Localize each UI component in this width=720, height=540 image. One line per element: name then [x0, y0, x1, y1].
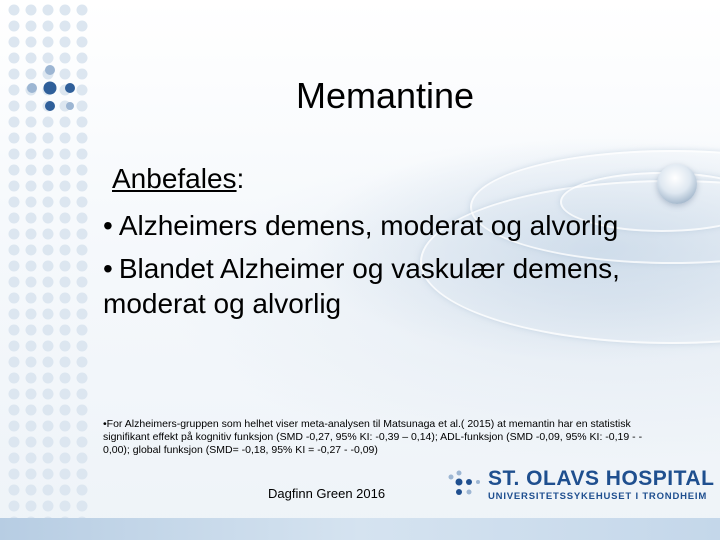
grid-dot [26, 277, 37, 288]
grid-dot [9, 165, 20, 176]
grid-dot [9, 437, 20, 448]
grid-dot [43, 437, 54, 448]
grid-dot [26, 149, 37, 160]
grid-dot [26, 197, 37, 208]
list-item-text: Alzheimers demens, moderat og alvorlig [118, 210, 619, 241]
grid-dot [43, 341, 54, 352]
grid-dot [60, 181, 71, 192]
grid-dot [26, 213, 37, 224]
list-item [103, 208, 623, 243]
grid-dot [9, 149, 20, 160]
grid-dot [26, 181, 37, 192]
grid-dot [60, 309, 71, 320]
grid-dot [26, 501, 37, 512]
grid-dot [77, 421, 88, 432]
grid-dot [77, 229, 88, 240]
grid-dot [77, 485, 88, 496]
grid-dot [77, 165, 88, 176]
evidence-footnote: •For Alzheimers-gruppen som helhet viser meta-analysen til Matsunaga et al.( 2015) at memantin har en statistisk signifikant effekt på kognitiv funksjon (SMD -0,27, 95% KI: -0,39 – 0,14); ADL-funksjon (SMD -0,09, 95% KI: -0,19 - - 0,00); global funksjon (SMD= -0,18, 95% KI = -0,27 - -0,09) [103, 418, 643, 456]
grid-dot [26, 341, 37, 352]
grid-dot [60, 277, 71, 288]
grid-dot [43, 469, 54, 480]
grid-dot [26, 245, 37, 256]
grid-dot [43, 389, 54, 400]
grid-dot [26, 421, 37, 432]
grid-dot [77, 437, 88, 448]
grid-dot [60, 501, 71, 512]
grid-dot [43, 197, 54, 208]
grid-dot [60, 213, 71, 224]
grid-dot [9, 293, 20, 304]
grid-dot [60, 469, 71, 480]
grid-dot [43, 213, 54, 224]
grid-dot [26, 485, 37, 496]
grid-dot [60, 197, 71, 208]
grid-dot [9, 405, 20, 416]
grid-dot [77, 501, 88, 512]
list-item [103, 251, 623, 321]
bullet-marker: • [103, 253, 113, 284]
grid-dot [43, 405, 54, 416]
grid-dot [60, 405, 71, 416]
hospital-name: ST. OLAVS HOSPITAL [488, 467, 715, 490]
grid-dot [60, 357, 71, 368]
hospital-subtitle: UNIVERSITETSSYKEHUSET I TRONDHEIM [488, 491, 708, 502]
grid-dot [60, 325, 71, 336]
grid-dot [77, 325, 88, 336]
grid-dot [26, 229, 37, 240]
grid-dot [26, 165, 37, 176]
grid-dot [26, 405, 37, 416]
grid-dot [77, 261, 88, 272]
grid-dot [60, 485, 71, 496]
grid-dot [9, 453, 20, 464]
grid-dot [77, 197, 88, 208]
grid-dot [9, 421, 20, 432]
grid-dot [9, 277, 20, 288]
grid-dot [9, 469, 20, 480]
grid-dot [60, 373, 71, 384]
grid-dot [43, 165, 54, 176]
recommendation-label: Anbefales [112, 163, 237, 194]
accent-dots-icon [0, 0, 100, 140]
grid-dot [26, 389, 37, 400]
grid-dot [43, 181, 54, 192]
grid-dot [60, 245, 71, 256]
grid-dot [9, 197, 20, 208]
grid-dot [43, 421, 54, 432]
grid-dot [77, 277, 88, 288]
grid-dot [77, 245, 88, 256]
grid-dot [43, 453, 54, 464]
grid-dot [9, 373, 20, 384]
grid-dot [60, 437, 71, 448]
grid-dot [9, 341, 20, 352]
grid-dot [9, 309, 20, 320]
water-drop-icon [657, 164, 697, 204]
grid-dot [9, 229, 20, 240]
bottom-band [0, 518, 720, 540]
dot-cluster-logo-icon [445, 468, 485, 502]
grid-dot [60, 453, 71, 464]
grid-dot [60, 389, 71, 400]
grid-dot [9, 389, 20, 400]
grid-dot [9, 325, 20, 336]
grid-dot [43, 501, 54, 512]
grid-dot [43, 229, 54, 240]
grid-dot [77, 469, 88, 480]
recommendation-colon: : [236, 163, 245, 194]
grid-dot [77, 309, 88, 320]
hospital-logo [445, 466, 715, 506]
recommendation-heading [112, 163, 244, 195]
grid-dot [9, 245, 20, 256]
grid-dot [9, 501, 20, 512]
grid-dot [60, 229, 71, 240]
grid-dot [26, 373, 37, 384]
grid-dot [77, 405, 88, 416]
grid-dot [60, 341, 71, 352]
grid-dot [77, 373, 88, 384]
grid-dot [9, 485, 20, 496]
grid-dot [77, 453, 88, 464]
grid-dot [43, 293, 54, 304]
grid-dot [60, 261, 71, 272]
slide-title: Memantine [295, 75, 475, 116]
grid-dot [60, 149, 71, 160]
grid-dot [9, 261, 20, 272]
grid-dot [26, 293, 37, 304]
bullet-marker: • [103, 210, 113, 241]
grid-dot [26, 261, 37, 272]
grid-dot [9, 181, 20, 192]
grid-dot [26, 357, 37, 368]
grid-dot [43, 149, 54, 160]
grid-dot [77, 357, 88, 368]
grid-dot [43, 325, 54, 336]
grid-dot [43, 357, 54, 368]
grid-dot [43, 485, 54, 496]
indication-list [103, 208, 623, 329]
grid-dot [26, 453, 37, 464]
grid-dot [9, 357, 20, 368]
grid-dot [9, 213, 20, 224]
grid-dot [60, 421, 71, 432]
author-credit: Dagfinn Green 2016 [268, 486, 386, 501]
grid-dot [77, 389, 88, 400]
grid-dot [77, 149, 88, 160]
grid-dot [60, 165, 71, 176]
grid-dot [43, 277, 54, 288]
grid-dot [77, 293, 88, 304]
grid-dot [26, 325, 37, 336]
grid-dot [26, 309, 37, 320]
grid-dot [43, 373, 54, 384]
grid-dot [43, 261, 54, 272]
grid-dot [26, 437, 37, 448]
list-item-text: Blandet Alzheimer og vaskulær demens, moderat og alvorlig [103, 253, 620, 319]
grid-dot [77, 341, 88, 352]
grid-dot [60, 293, 71, 304]
grid-dot [77, 181, 88, 192]
grid-dot [26, 469, 37, 480]
grid-dot [77, 213, 88, 224]
grid-dot [43, 245, 54, 256]
grid-dot [43, 309, 54, 320]
